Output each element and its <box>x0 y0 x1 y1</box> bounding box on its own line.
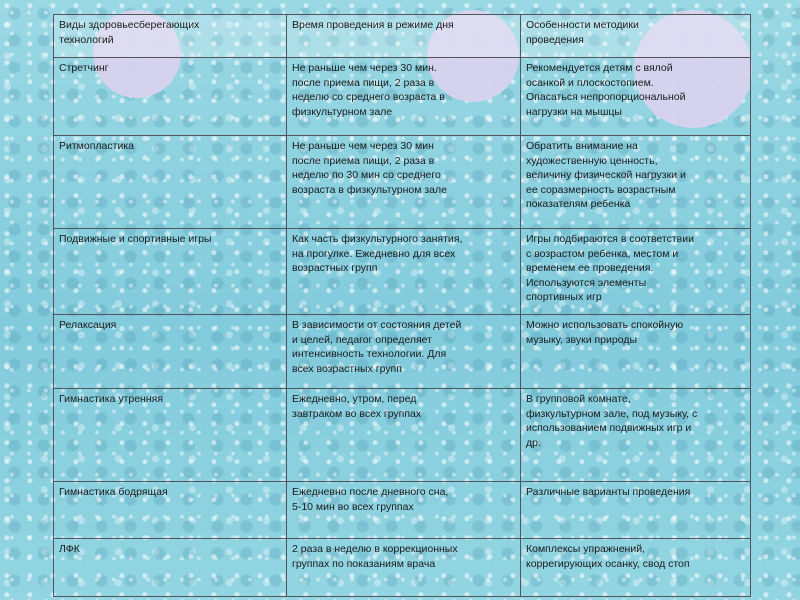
table-cell: Рекомендуется детям с вялой осанкой и плоскостопием. Опасаться непропорциональной нагрузки на мышцы <box>521 58 751 136</box>
table-cell: Не раньше чем через 30 мин. после приема пищи, 2 раза в неделю со среднего возраста в физкультурном зале <box>287 58 521 136</box>
table-cell: Комплексы упражнений, коррегирующих осанку, свод стоп <box>521 539 751 597</box>
table-cell: ЛФК <box>54 539 287 597</box>
table-cell: В групповой комнате, физкультурном зале, под музыку, с использованием подвижных игр и др. <box>521 389 751 482</box>
table-cell: Ритмопластика <box>54 136 287 229</box>
table-cell: Различные варианты проведения <box>521 482 751 539</box>
table-cell: Обратить внимание на художественную ценность, величину физической нагрузки и ее соразмерность возрастным показателям ребенка <box>521 136 751 229</box>
table-cell: Гимнастика бодрящая <box>54 482 287 539</box>
header-cell-time: Время проведения в режиме дня <box>287 15 521 58</box>
table-cell: Не раньше чем через 30 мин после приема пищи, 2 раза в неделю по 30 мин со среднего возраста в физкультурном зале <box>287 136 521 229</box>
table-row <box>54 58 751 136</box>
table-row <box>54 136 751 229</box>
header-cell-method-features: Особенности методики проведения <box>521 15 751 58</box>
table-cell: Стретчинг <box>54 58 287 136</box>
table-header-row <box>54 15 751 58</box>
table-row <box>54 539 751 597</box>
table-row <box>54 482 751 539</box>
table-cell: 2 раза в неделю в коррекционных группах по показаниям врача <box>287 539 521 597</box>
table-cell: Можно использовать спокойную музыку, звуки природы <box>521 315 751 389</box>
table-row <box>54 229 751 315</box>
table-cell: Гимнастика утренняя <box>54 389 287 482</box>
table-row <box>54 315 751 389</box>
table-cell: Как часть физкультурного занятия, на прогулке. Ежедневно для всех возрастных групп <box>287 229 521 315</box>
table-cell: В зависимости от состояния детей и целей, педагог определяет интенсивность технологии. Для всех возрастных групп <box>287 315 521 389</box>
header-cell-technology-type: Виды здоровьесберегающих технологий <box>54 15 287 58</box>
table-cell: Подвижные и спортивные игры <box>54 229 287 315</box>
table-cell: Игры подбираются в соответствии с возрастом ребенка, местом и временем ее проведения. Используются элементы спортивных игр <box>521 229 751 315</box>
table-cell: Релаксация <box>54 315 287 389</box>
table-row <box>54 389 751 482</box>
table-cell: Ежедневно, утром, перед завтраком во всех группах <box>287 389 521 482</box>
health-technologies-table <box>53 14 751 597</box>
table-cell: Ежедневно после дневного сна, 5-10 мин во всех группах <box>287 482 521 539</box>
